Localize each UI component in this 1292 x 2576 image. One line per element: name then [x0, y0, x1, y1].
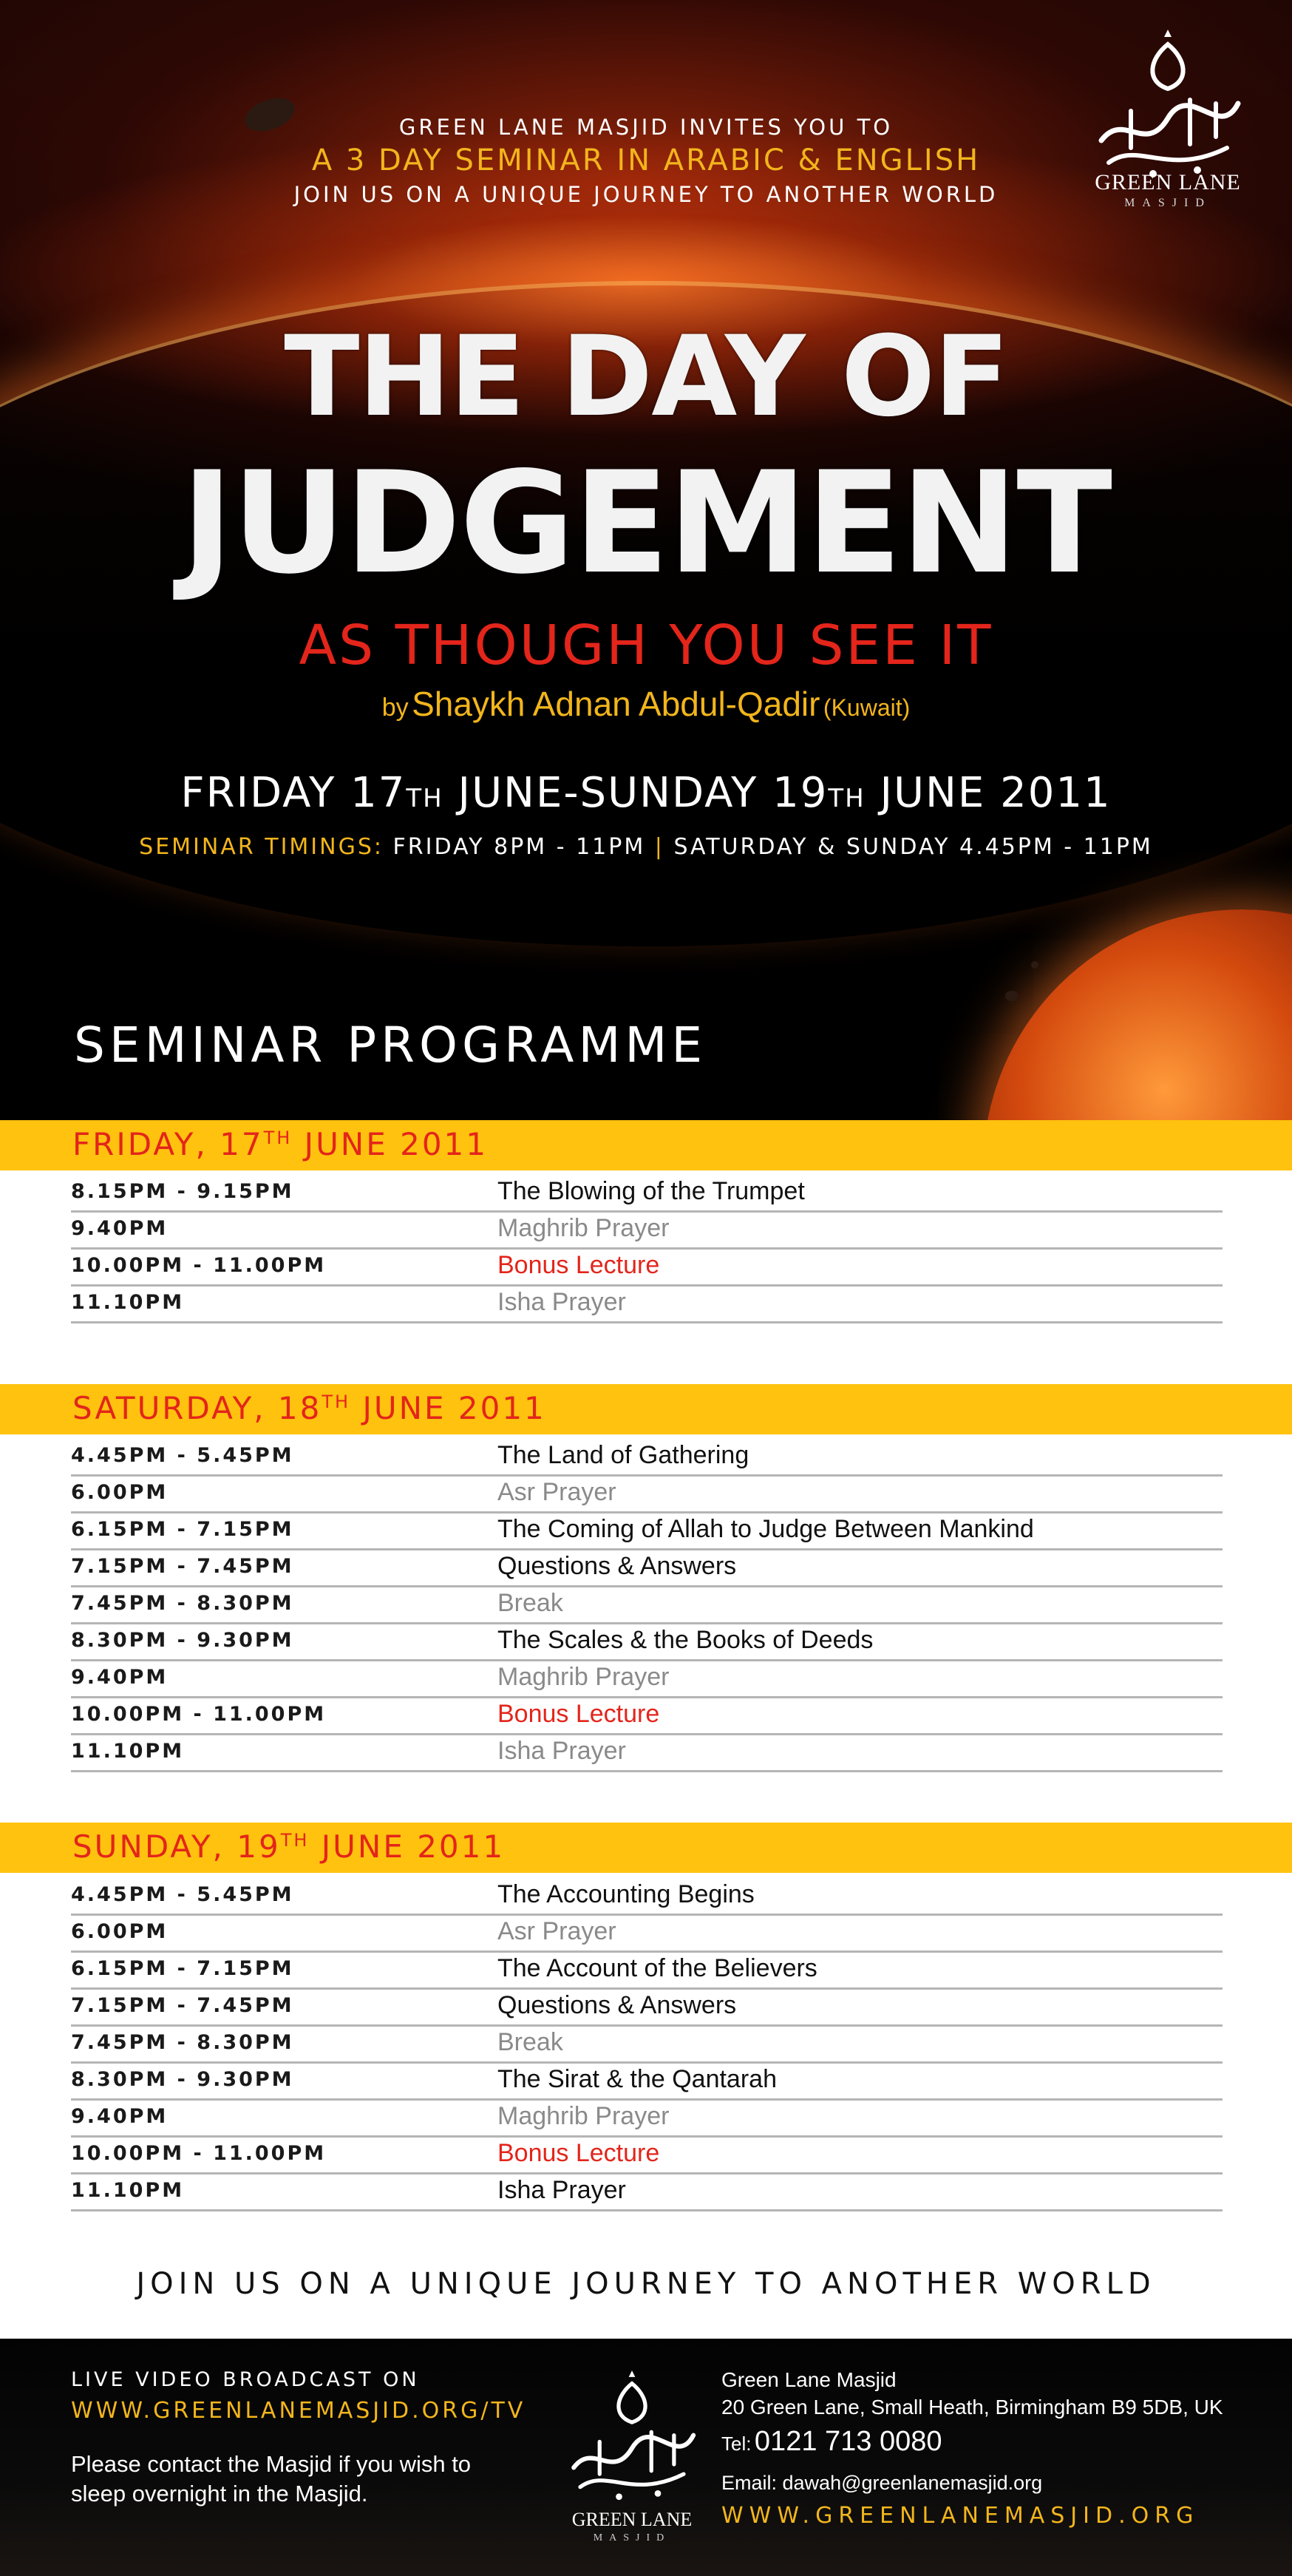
date-start: FRIDAY 17: [180, 769, 407, 817]
asteroid: [1005, 991, 1019, 1001]
session-time: 4.45PM - 5.45PM: [71, 1883, 294, 1906]
session-topic: The Scales & the Books of Deeds: [497, 1626, 874, 1654]
planet-image: [983, 909, 1292, 1120]
session-time: 6.00PM: [71, 1920, 169, 1943]
journey-text: JOIN US ON A UNIQUE JOURNEY TO ANOTHER WORLD: [293, 182, 999, 207]
session-topic: The Account of the Believers: [497, 1954, 817, 1982]
day-title: [72, 1390, 546, 1426]
session-topic: Break: [497, 1589, 563, 1617]
schedule-row: [71, 1550, 1223, 1587]
timings-label: SEMINAR TIMINGS:: [139, 834, 384, 860]
title-line-2: JUDGEMENT: [181, 441, 1111, 605]
speaker-name: Shaykh Adnan Abdul-Qadir: [412, 685, 820, 723]
session-time: 7.45PM - 8.30PM: [71, 1592, 294, 1615]
footer-logo-subtitle: MASJID: [593, 2532, 671, 2543]
day-title: [72, 1828, 505, 1865]
schedule-row: [71, 1287, 1223, 1323]
date-end: SUNDAY 19: [579, 769, 829, 817]
day-title-suffix: TH: [263, 1128, 293, 1148]
title-line-1: THE DAY OF: [284, 313, 1008, 441]
date-end-month: JUNE 2011: [880, 769, 1112, 817]
day-title-prefix: SATURDAY, 18: [72, 1390, 322, 1426]
schedule-row: [71, 1440, 1223, 1477]
hero-banner: [0, 0, 1292, 1120]
session-time: 8.30PM - 9.30PM: [71, 2068, 294, 2091]
asteroid: [1031, 961, 1038, 969]
day-title-suffix: TH: [280, 1830, 310, 1851]
session-topic: Break: [497, 2028, 563, 2056]
broadcast-label: LIVE VIDEO BROADCAST ON: [71, 2368, 420, 2391]
date-dash: -: [563, 769, 580, 817]
session-time: 6.15PM - 7.15PM: [71, 1957, 294, 1980]
timings-divider: |: [654, 834, 664, 860]
session-topic: Asr Prayer: [497, 1917, 616, 1945]
schedule-row: [71, 1514, 1223, 1550]
speaker-line: [0, 684, 1292, 724]
session-time: 9.40PM: [71, 1217, 169, 1240]
session-time: 10.00PM - 11.00PM: [71, 1254, 327, 1277]
date-start-month: JUNE: [458, 769, 564, 817]
day-header: [0, 1823, 1292, 1873]
session-topic: The Sirat & the Qantarah: [497, 2065, 777, 2093]
day-title-rest: JUNE 2011: [292, 1126, 488, 1162]
day-title-rest: JUNE 2011: [309, 1828, 506, 1865]
title-tagline: AS THOUGH YOU SEE IT: [299, 614, 993, 677]
footer-masjid-logo[interactable]: [554, 2368, 710, 2553]
tel-number[interactable]: 0121 713 0080: [754, 2426, 942, 2457]
day-header: [0, 1120, 1292, 1170]
day-title-rest: JUNE 2011: [350, 1390, 546, 1426]
schedule-row: [71, 2138, 1223, 2175]
seminar-timings: [0, 834, 1292, 860]
schedule-row: [71, 1698, 1223, 1735]
session-topic: Maghrib Prayer: [497, 1663, 670, 1691]
org-telephone: [721, 2426, 942, 2458]
speaker-by: by: [381, 694, 409, 722]
broadcast-link[interactable]: WWW.GREENLANEMASJID.ORG/TV: [71, 2398, 526, 2424]
session-time: 6.15PM - 7.15PM: [71, 1518, 294, 1541]
speaker-country: (Kuwait): [823, 694, 911, 721]
session-topic: The Coming of Allah to Judge Between Mankind: [497, 1515, 1034, 1543]
schedule-row: [71, 2175, 1223, 2211]
session-time: 10.00PM - 11.00PM: [71, 2142, 327, 2165]
invite-text: GREEN LANE MASJID INVITES YOU TO: [398, 115, 894, 140]
session-topic: Bonus Lecture: [497, 1251, 660, 1279]
day-title-prefix: SUNDAY, 19: [72, 1828, 281, 1865]
footer-logo-name: GREEN LANE: [571, 2509, 693, 2530]
overnight-notice: Please contact the Masjid if you wish to sleep overnight in the Masjid.: [71, 2451, 472, 2506]
session-time: 8.30PM - 9.30PM: [71, 1629, 294, 1652]
schedule-row: [71, 1661, 1223, 1698]
session-topic: Questions & Answers: [497, 1991, 737, 2019]
schedule-row: [71, 1953, 1223, 1990]
day-title: [72, 1126, 488, 1162]
logo-subtitle: MASJID: [1124, 197, 1211, 209]
session-topic: Bonus Lecture: [497, 2139, 660, 2167]
session-topic: Maghrib Prayer: [497, 1214, 670, 1242]
session-time: 10.00PM - 11.00PM: [71, 1703, 327, 1726]
schedule-row: [71, 1990, 1223, 2027]
schedule-row: [71, 1916, 1223, 1953]
schedule-row: [71, 2064, 1223, 2101]
footer-logo-icon: [554, 2368, 710, 2509]
closing-tagline: JOIN US ON A UNIQUE JOURNEY TO ANOTHER WORLD: [136, 2267, 1156, 2301]
org-email[interactable]: Email: dawah@greenlanemasjid.org: [721, 2472, 1043, 2494]
logo-name: GREEN LANE: [1095, 170, 1241, 194]
programme-heading: SEMINAR PROGRAMME: [74, 1017, 707, 1074]
session-time: 7.15PM - 7.45PM: [71, 1994, 294, 2017]
day-header: [0, 1384, 1292, 1434]
footer: [0, 2339, 1292, 2576]
session-time: 11.10PM: [71, 2179, 185, 2202]
tel-label: Tel:: [721, 2433, 752, 2455]
date-start-suffix: TH: [406, 784, 443, 813]
session-topic: Isha Prayer: [497, 1737, 626, 1765]
timings-friday: FRIDAY 8PM - 11PM: [392, 834, 646, 860]
seminar-text: A 3 DAY SEMINAR IN ARABIC & ENGLISH: [311, 143, 981, 177]
schedule-row: [71, 2027, 1223, 2064]
session-topic: Asr Prayer: [497, 1478, 616, 1506]
schedule-row: [71, 1176, 1223, 1213]
org-address: 20 Green Lane, Small Heath, Birmingham B9 5DB, UK: [721, 2396, 1223, 2419]
session-time: 6.00PM: [71, 1481, 169, 1504]
session-topic: Bonus Lecture: [497, 1700, 660, 1728]
schedule-row: [71, 1879, 1223, 1916]
org-name: Green Lane Masjid: [721, 2368, 897, 2391]
session-time: 4.45PM - 5.45PM: [71, 1444, 294, 1467]
org-website[interactable]: WWW.GREENLANEMASJID.ORG: [721, 2503, 1200, 2529]
session-topic: Isha Prayer: [497, 2176, 626, 2204]
session-time: 7.15PM - 7.45PM: [71, 1555, 294, 1578]
date-end-suffix: TH: [828, 784, 866, 813]
session-topic: The Accounting Begins: [497, 1880, 755, 1908]
session-topic: Questions & Answers: [497, 1552, 737, 1580]
timings-weekend: SATURDAY & SUNDAY 4.45PM - 11PM: [673, 834, 1153, 860]
schedule-row: [71, 2101, 1223, 2138]
event-dates: [0, 769, 1292, 817]
day-title-prefix: FRIDAY, 17: [72, 1126, 264, 1162]
session-time: 7.45PM - 8.30PM: [71, 2031, 294, 2054]
session-time: 8.15PM - 9.15PM: [71, 1180, 294, 1203]
session-topic: Isha Prayer: [497, 1288, 626, 1316]
schedule-row: [71, 1250, 1223, 1287]
session-time: 11.10PM: [71, 1291, 185, 1314]
day-title-suffix: TH: [322, 1392, 351, 1412]
session-topic: Maghrib Prayer: [497, 2102, 670, 2130]
session-topic: The Land of Gathering: [497, 1441, 749, 1469]
session-topic: The Blowing of the Trumpet: [497, 1177, 805, 1205]
session-time: 9.40PM: [71, 1666, 169, 1689]
session-time: 9.40PM: [71, 2105, 169, 2128]
schedule-row: [71, 1735, 1223, 1772]
schedule-row: [71, 1587, 1223, 1624]
session-time: 11.10PM: [71, 1740, 185, 1763]
schedule-row: [71, 1477, 1223, 1514]
schedule-row: [71, 1624, 1223, 1661]
schedule-row: [71, 1213, 1223, 1250]
